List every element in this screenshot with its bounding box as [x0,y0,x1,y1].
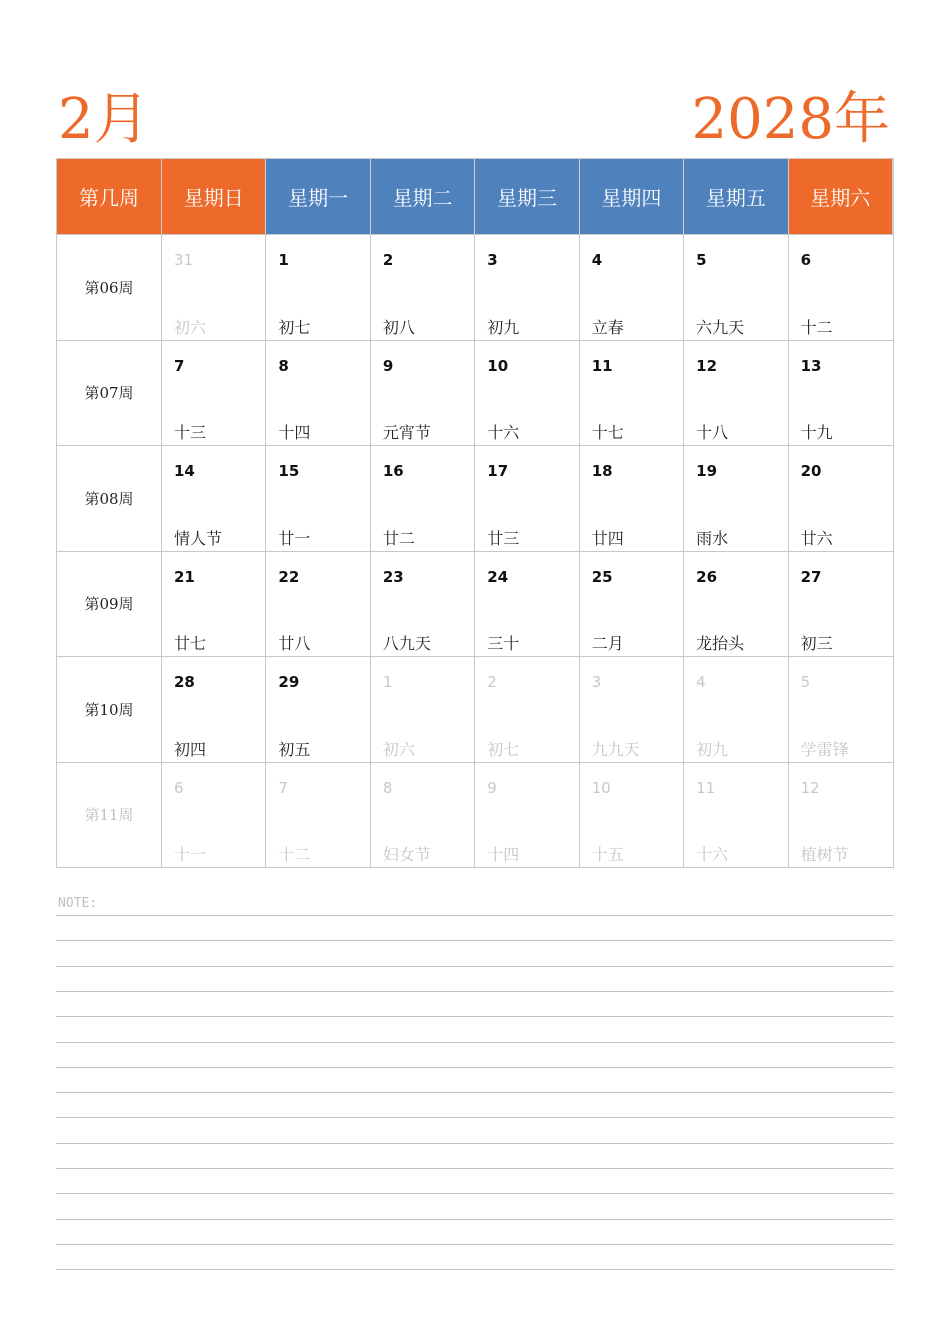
notes-area[interactable] [56,915,894,1275]
lunar-date-label: 初七 [278,317,311,337]
weekday-header: 星期六 [789,159,893,234]
notes-label: NOTE: [58,896,98,911]
day-cell[interactable] [684,551,788,657]
day-number: 5 [800,673,811,691]
lunar-date-label: 十二 [800,317,833,337]
note-line [56,1092,894,1093]
day-cell[interactable] [162,445,266,551]
day-number: 25 [591,567,613,586]
day-cell[interactable] [684,656,788,762]
note-line [56,1168,894,1169]
lunar-date-label: 初八 [382,317,415,337]
day-cell[interactable] [371,762,475,868]
note-line [56,1269,894,1270]
note-line [56,1193,894,1194]
day-number: 6 [174,778,184,797]
note-line [56,1143,894,1144]
day-cell[interactable] [684,340,788,446]
day-number: 9 [487,778,497,797]
day-number: 22 [278,567,300,586]
lunar-date-label: 元宵节 [382,423,431,442]
day-number: 11 [591,356,613,375]
lunar-date-label: 十六 [696,845,729,864]
lunar-date-label: 初九 [487,317,520,337]
lunar-date-label: 十八 [696,423,729,442]
lunar-date-label: 初五 [278,739,311,759]
day-cell[interactable] [266,234,370,340]
lunar-date-label: 九九天 [591,739,640,759]
lunar-date-label: 三十 [487,634,520,653]
day-cell[interactable] [684,234,788,340]
lunar-date-label: 初七 [487,739,520,759]
lunar-date-label: 初三 [800,634,833,653]
month-title: 2月 [58,87,150,152]
day-cell[interactable] [371,340,475,446]
day-cell[interactable] [162,656,266,762]
week-number-cell: 第08周 [57,445,162,551]
day-cell[interactable] [684,762,788,868]
weekday-header: 星期四 [580,159,684,234]
weekday-header: 星期日 [162,159,266,234]
day-cell[interactable] [266,551,370,657]
note-line [56,966,894,967]
day-number: 3 [487,251,498,269]
day-cell[interactable] [162,762,266,868]
lunar-date-label: 廿八 [278,634,311,653]
day-number: 6 [800,251,811,269]
week-number-cell: 第11周 [57,762,162,868]
note-line [56,940,894,941]
day-cell[interactable] [475,445,579,551]
week-number-cell: 第07周 [57,340,162,446]
day-number: 24 [487,567,509,586]
lunar-date-label: 初四 [174,739,207,759]
weekday-header: 星期五 [684,159,788,234]
day-number: 2 [382,251,394,269]
day-number: 23 [382,567,404,586]
day-number: 12 [696,356,718,375]
day-number: 28 [174,673,195,691]
note-line [56,1016,894,1017]
day-number: 31 [174,251,194,269]
lunar-date-label: 学雷锋 [800,739,849,759]
day-cell[interactable] [789,656,893,762]
day-number: 20 [800,462,822,480]
day-number: 4 [696,673,706,691]
lunar-date-label: 龙抬头 [696,634,745,653]
day-cell[interactable] [580,340,684,446]
day-number: 14 [174,462,195,480]
lunar-date-label: 十五 [591,845,624,864]
day-number: 7 [278,778,288,797]
week-number-header: 第几周 [57,159,162,234]
day-number: 7 [174,356,185,375]
day-number: 19 [696,462,718,480]
day-number: 26 [696,567,718,586]
day-number: 18 [591,462,613,480]
lunar-date-label: 十一 [174,845,207,864]
note-line [56,1219,894,1220]
lunar-date-label: 立春 [591,317,624,337]
note-line [56,915,894,916]
lunar-date-label: 十四 [487,845,520,864]
day-number: 2 [487,673,497,691]
lunar-date-label: 廿三 [487,528,520,548]
day-number: 1 [278,251,289,269]
day-cell[interactable] [266,445,370,551]
day-cell[interactable] [162,234,266,340]
day-cell[interactable] [789,340,893,446]
day-number: 3 [591,673,602,691]
note-line [56,1244,894,1245]
weekday-header: 星期三 [475,159,579,234]
day-cell[interactable] [684,445,788,551]
lunar-date-label: 六九天 [696,317,745,337]
day-cell[interactable] [789,551,893,657]
lunar-date-label: 十二 [278,845,311,864]
note-line [56,1067,894,1068]
day-number: 12 [800,778,820,797]
day-cell[interactable] [475,551,579,657]
lunar-date-label: 初九 [696,739,729,759]
day-number: 11 [696,778,716,797]
day-cell[interactable] [580,234,684,340]
day-number: 4 [591,251,603,269]
day-cell[interactable] [580,762,684,868]
day-cell[interactable] [371,234,475,340]
day-number: 16 [382,462,404,480]
lunar-date-label: 廿六 [800,528,833,548]
year-title: 2028年 [691,87,890,152]
day-cell[interactable] [266,762,370,868]
note-line [56,991,894,992]
day-number: 17 [487,462,509,480]
weekday-header: 星期二 [371,159,475,234]
lunar-date-label: 妇女节 [382,845,431,864]
calendar-grid [56,158,894,868]
day-number: 10 [487,356,509,375]
day-number: 13 [800,356,822,375]
day-cell[interactable] [580,551,684,657]
lunar-date-label: 情人节 [174,528,223,548]
note-line [56,1042,894,1043]
lunar-date-label: 植树节 [800,845,849,864]
day-cell[interactable] [580,445,684,551]
lunar-date-label: 十七 [591,423,624,442]
day-cell[interactable] [475,340,579,446]
day-cell[interactable] [162,551,266,657]
lunar-date-label: 廿一 [278,528,311,548]
day-number: 15 [278,462,300,480]
week-number-cell: 第10周 [57,656,162,762]
day-number: 8 [382,778,393,797]
day-cell[interactable] [475,762,579,868]
lunar-date-label: 廿二 [382,528,415,548]
lunar-date-label: 十三 [174,423,207,442]
day-number: 5 [696,251,707,269]
day-cell[interactable] [475,234,579,340]
day-cell[interactable] [475,656,579,762]
day-cell[interactable] [162,340,266,446]
day-number: 27 [800,567,822,586]
week-number-cell: 第06周 [57,234,162,340]
lunar-date-label: 初六 [382,739,415,759]
day-number: 9 [382,356,394,375]
lunar-date-label: 八九天 [382,634,431,653]
note-line [56,1117,894,1118]
day-cell[interactable] [580,656,684,762]
day-number: 8 [278,356,289,375]
day-number: 1 [382,673,393,691]
weekday-header: 星期一 [266,159,370,234]
day-cell[interactable] [266,656,370,762]
lunar-date-label: 二月 [591,634,624,653]
day-cell[interactable] [371,656,475,762]
lunar-date-label: 十六 [487,423,520,442]
lunar-date-label: 廿四 [591,528,624,548]
day-cell[interactable] [789,762,893,868]
day-number: 21 [174,567,195,586]
lunar-date-label: 雨水 [696,528,729,548]
lunar-date-label: 初六 [174,317,207,337]
day-cell[interactable] [371,445,475,551]
day-cell[interactable] [789,234,893,340]
day-number: 29 [278,673,300,691]
day-cell[interactable] [789,445,893,551]
day-cell[interactable] [266,340,370,446]
lunar-date-label: 十九 [800,423,833,442]
day-cell[interactable] [371,551,475,657]
lunar-date-label: 廿七 [174,634,207,653]
day-number: 10 [591,778,611,797]
week-number-cell: 第09周 [57,551,162,657]
lunar-date-label: 十四 [278,423,311,442]
